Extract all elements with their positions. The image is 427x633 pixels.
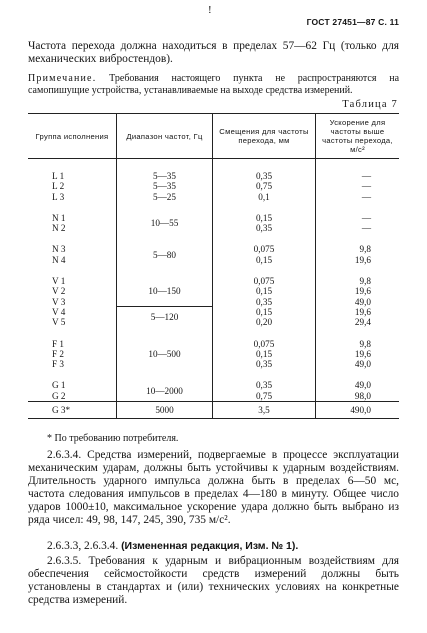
cell-acceleration: 19,6 — [316, 255, 400, 265]
note-lead: Примечание. — [28, 73, 97, 84]
cell-group: L 2 — [52, 181, 65, 192]
cell-acceleration: 49,0 — [316, 359, 400, 369]
cell-displacement: 0,075 — [213, 233, 316, 254]
cell-acceleration: 49,0 — [316, 297, 400, 307]
cell-displacement: 0,35 — [213, 359, 316, 369]
cell-acceleration: 490,0 — [316, 402, 400, 419]
table-row — [28, 359, 399, 369]
cell-acceleration: 9,8 — [316, 233, 400, 254]
cell-group: F 1 — [52, 338, 65, 349]
cell-group: V 1 — [52, 276, 66, 287]
cell-group: G 2 — [52, 390, 66, 401]
note — [28, 73, 399, 97]
table-row — [28, 202, 399, 223]
table-row — [28, 223, 399, 233]
cell-acceleration: 98,0 — [316, 391, 400, 402]
table-7 — [28, 113, 399, 419]
cell-group: L 1 — [52, 171, 65, 181]
cell-displacement: 0,35 — [213, 369, 316, 390]
cell-displacement: 0,15 — [213, 349, 316, 359]
cell-group: L 3 — [52, 191, 65, 202]
header-group: Группа исполнения — [28, 114, 117, 159]
table-row — [28, 286, 399, 296]
paragraph-amendment — [28, 540, 399, 553]
cell-displacement: 0,35 — [213, 223, 316, 233]
cell-displacement: 0,20 — [213, 317, 316, 327]
header-range: Диапазон частот, Гц — [117, 114, 213, 159]
table-row — [28, 265, 399, 286]
table-row — [28, 402, 399, 419]
cell-range: 10—55 — [117, 202, 213, 234]
cell-group: V 5 — [52, 317, 66, 328]
header-displacement: Смещения для частоты перехода, мм — [213, 114, 316, 159]
cell-displacement: 0,15 — [213, 307, 316, 317]
cell-acceleration: 19,6 — [316, 349, 400, 359]
cell-acceleration: 19,6 — [316, 307, 400, 317]
page-header: ГОСТ 27451—87 С. 11 — [306, 17, 399, 27]
cell-acceleration: 29,4 — [316, 317, 400, 327]
cell-displacement: 0,75 — [213, 181, 316, 191]
cell-group: G 1 — [52, 380, 66, 391]
cell-acceleration: — — [316, 202, 400, 223]
table-row — [28, 307, 399, 317]
cell-group: N 2 — [52, 223, 66, 234]
cell-acceleration: — — [316, 159, 400, 182]
table-row — [28, 255, 399, 265]
cell-acceleration: 49,0 — [316, 369, 400, 390]
table-row — [28, 317, 399, 327]
cell-group: F 2 — [52, 348, 65, 359]
table-row — [28, 297, 399, 307]
cell-range: 5—25 — [117, 192, 213, 202]
cell-acceleration: 9,8 — [316, 265, 400, 286]
table-row — [28, 328, 399, 349]
table-row — [28, 192, 399, 202]
cell-displacement: 0,075 — [213, 265, 316, 286]
cell-acceleration: — — [316, 192, 400, 202]
note-body: Требования настоящего пункта не распространяются на самопишущие устройства, устанавливаемые на выходе средства измерений. — [28, 73, 400, 96]
cell-group: N 1 — [52, 212, 66, 223]
cell-displacement: 0,15 — [213, 286, 316, 296]
header-acceleration: Ускорение для частоты выше частоты перехода, м/с² — [316, 114, 400, 159]
cell-acceleration: 19,6 — [316, 286, 400, 296]
cell-displacement: 0,75 — [213, 391, 316, 402]
cell-group: N 4 — [52, 254, 66, 265]
cell-acceleration: — — [316, 223, 400, 233]
paragraph-2-6-3-5: 2.6.3.5. Требования к ударным и вибрационным воздействиям для обеспечения сейсмостойкости средств измерений должны быть установлены в стандартах и (или) технических условиях на конкретные средства измерений. — [28, 555, 399, 606]
cell-group: V 4 — [52, 306, 66, 317]
cell-group: V 3 — [52, 296, 66, 307]
table-row — [28, 391, 399, 402]
cell-range: 5—120 — [117, 307, 213, 328]
cell-displacement: 0,15 — [213, 255, 316, 265]
amendment-ref: 2.6.3.3, 2.6.3.4. — [47, 540, 119, 552]
amendment-text: (Измененная редакция, Изм. № 1). — [121, 540, 299, 552]
cell-group: V 2 — [52, 286, 66, 297]
cell-range: 5—80 — [117, 233, 213, 265]
table-row — [28, 349, 399, 359]
cell-acceleration: 9,8 — [316, 328, 400, 349]
cell-group: G 3* — [28, 402, 117, 419]
cell-range: 5000 — [117, 402, 213, 419]
cell-displacement: 3,5 — [213, 402, 316, 419]
cell-range: 10—2000 — [117, 369, 213, 401]
cell-range: 5—35 — [117, 181, 213, 191]
cell-group: F 3 — [52, 359, 65, 370]
cell-displacement: 0,35 — [213, 297, 316, 307]
table-footnote: * По требованию потребителя. — [47, 433, 179, 444]
cell-range: 5—35 — [117, 159, 213, 182]
cell-acceleration: — — [316, 181, 400, 191]
table-row — [28, 181, 399, 191]
cell-displacement: 0,35 — [213, 159, 316, 182]
top-mark: ! — [208, 4, 212, 16]
cell-displacement: 0,15 — [213, 202, 316, 223]
paragraph-frequency: Частота перехода должна находиться в пределах 57—62 Гц (только для механических вибростендов). — [28, 40, 399, 65]
table-header-row — [28, 114, 399, 159]
cell-range: 10—150 — [117, 265, 213, 307]
cell-displacement: 0,075 — [213, 328, 316, 349]
paragraph-2-6-3-4: 2.6.3.4. Средства измерений, подвергаемые в процессе эксплуатации механическим ударам, должны быть устойчивы к ударным воздействиям. Длительность ударного импульса должна быть в пределах 6—50 мс, частота следования импульсов в пределах 4—180 в минуту. Общее число ударов 1000±10, максимальное ускорение удара должно быть выбрано из ряда чисел: 49, 98, 147, 245, 390, 735 м/с². — [28, 449, 399, 526]
table-row — [28, 233, 399, 254]
cell-range: 10—500 — [117, 328, 213, 370]
table-caption: Таблица 7 — [342, 99, 398, 110]
cell-displacement: 0,1 — [213, 192, 316, 202]
table-row — [28, 159, 399, 182]
table-row — [28, 369, 399, 390]
cell-group: N 3 — [52, 244, 66, 255]
